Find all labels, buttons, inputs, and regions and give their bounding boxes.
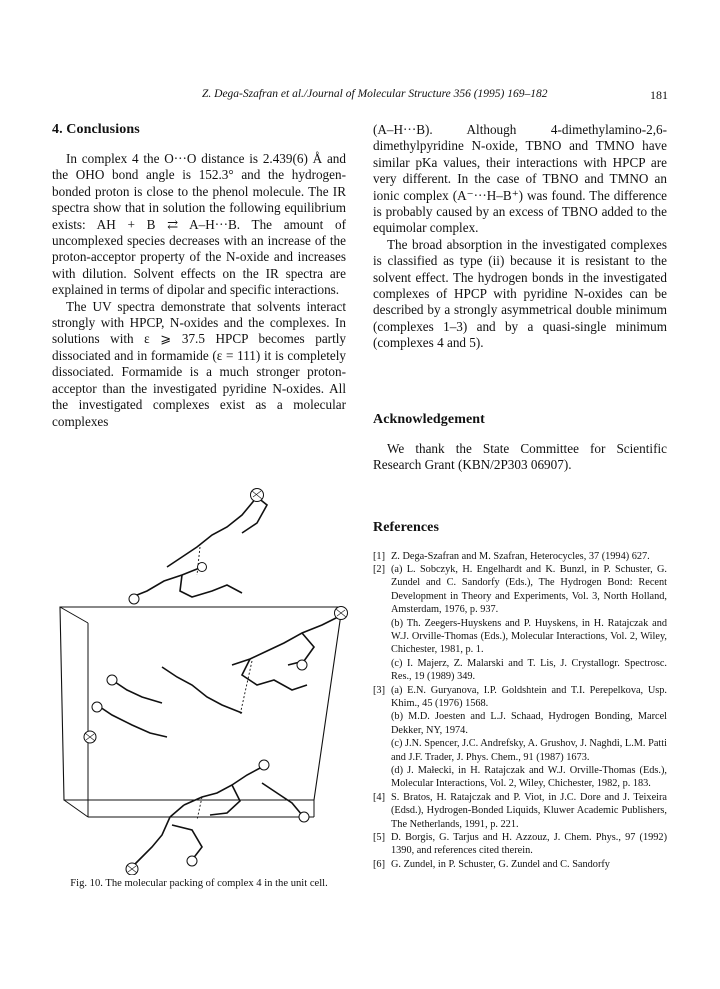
reference-line: (b) Th. Zeegers-Huyskens and P. Huyskens, in H. Ratajczak and W.J. Orville-Thomas (Eds.), Molecular Interactions, Vol. 2, Wiley, Chichester, 1981, p. 1. bbox=[391, 617, 667, 656]
reference-line: (a) L. Sobczyk, H. Engelhardt and K. Bunzl, in P. Schuster, G. Zundel and C. Sandorfy (Eds.), The Hydrogen Bond: Recent Development in Theory and Experiments, Vol. 3, North Holland, Amsterdam, 1976, p. 937. bbox=[391, 563, 667, 616]
reference-line: Z. Dega-Szafran and M. Szafran, Heterocycles, 37 (1994) 627. bbox=[391, 550, 650, 562]
references-heading: References bbox=[373, 519, 440, 535]
unit-cell-outline bbox=[60, 607, 342, 800]
running-head: Z. Dega-Szafran et al./Journal of Molecular Structure 356 (1995) 169–182 bbox=[202, 88, 548, 100]
acknowledgement-heading: Acknowledgement bbox=[373, 411, 485, 427]
running-header bbox=[52, 88, 668, 106]
right-column bbox=[373, 122, 667, 871]
reference-number: [3] bbox=[373, 684, 386, 696]
reference-number: [1] bbox=[373, 550, 386, 562]
reference-number: [4] bbox=[373, 791, 386, 803]
cell-edge bbox=[60, 607, 88, 623]
conclusions-paragraph-3: (A–H···B). Although 4-dimethylamino-2,6-dimethylpyridine N-oxide, TBNO and TMNO have similar pKa values, their interactions with HPCP are very different. In the case of TBNO and TMNO an ionic complex (A⁻···H–B⁺) was found. The difference is probably caused by an excess of TBNO added to the equimolar complex. bbox=[373, 122, 667, 236]
acknowledgement-text: We thank the State Committee for Scientific Research Grant (KBN/2P303 06907). bbox=[373, 440, 667, 473]
reference-line: (c) J.N. Spencer, J.C. Andrefsky, A. Grushov, J. Naghdi, L.M. Patti and J.F. Trader, J. Phys. Chem., 91 (1987) 1673. bbox=[391, 738, 667, 763]
reference-number: [6] bbox=[373, 858, 386, 870]
reference-item bbox=[373, 791, 667, 831]
hydrogen-bond-lines bbox=[197, 547, 252, 820]
reference-text bbox=[391, 684, 667, 791]
reference-line: (b) M.D. Joesten and L.J. Schaad, Hydrogen Bonding, Marcel Dekker, NY, 1974. bbox=[391, 711, 667, 736]
left-column bbox=[52, 122, 346, 430]
reference-number: [2] bbox=[373, 563, 386, 575]
reference-text bbox=[391, 563, 667, 684]
reference-line: G. Zundel, in P. Schuster, G. Zundel and C. Sandorfy bbox=[391, 858, 610, 870]
reference-list bbox=[373, 550, 667, 872]
reference-item bbox=[373, 550, 667, 563]
reference-text bbox=[391, 550, 667, 563]
unit-cell-drawing bbox=[52, 475, 350, 875]
conclusions-paragraph-2: The UV spectra demonstrate that solvents interact strongly with HPCP, N-oxides and the complexes. In solutions with ε ⩾ 37.5 HPCP becomes partly dissociated and in formamide (ε = 111) it is completely dissociated. Formamide is a much stronger proton-acceptor than the investigated pyridine N-oxides. All the investigated complexes exist as a molecular complexes bbox=[52, 298, 346, 429]
figure-caption: Fig. 10. The molecular packing of complex 4 in the unit cell. bbox=[70, 878, 328, 889]
page-number: 181 bbox=[650, 88, 668, 102]
reference-line: (d) J. Małecki, in H. Ratajczak and W.J. Orville-Thomas (Eds.), Molecular Interactions, Vol. 2, Wiley, Chichester, 1982, p. 183. bbox=[391, 765, 667, 790]
reference-number: [5] bbox=[373, 832, 386, 844]
molecular-packing-figure bbox=[52, 475, 350, 875]
reference-text bbox=[391, 858, 667, 871]
molecule-skeletons bbox=[97, 497, 342, 867]
conclusions-paragraph-1: In complex 4 the O···O distance is 2.439(6) Å and the OHO bond angle is 152.3° and the hydrogen-bonded proton is close to the phenol molecule. The IR spectra show that in solution the following equilibrium exists: AH + B ⇄ A–H···B. The amount of uncomplexed species decreases with an increase of the proton-acceptor property of the N-oxide and increases with dilution. Solvent effects on the IR spectra are explained in terms of dipolar and specific interactions. bbox=[52, 151, 346, 298]
conclusions-paragraph-4: The broad absorption in the investigated complexes is classified as type (ii) because it is resistant to the solvent effect. The hydrogen bonds in the investigated complexes of HPCP with pyridine N-oxides can be described by a strongly asymmetrical double minimum (complexes 1–3) and by a quasi-single minimum (complexes 4 and 5). bbox=[373, 236, 667, 351]
reference-line: (c) I. Majerz, Z. Malarski and T. Lis, J. Crystallogr. Spectrosc. Res., 19 (1989) 349. bbox=[391, 657, 667, 683]
reference-line: S. Bratos, H. Ratajczak and P. Viot, in J.C. Dore and J. Teixeira (Edsd.), Hydrogen-Bonded Liquids, Kluwer Academic Publishers, The Netherlands, 1991, p. 221. bbox=[391, 791, 667, 830]
reference-item bbox=[373, 858, 667, 871]
conclusions-heading: 4. Conclusions bbox=[52, 122, 140, 137]
reference-line: (a) E.N. Guryanova, I.P. Goldshtein and T.I. Perepelkova, Usp. Khim., 45 (1976) 1568. bbox=[391, 684, 667, 709]
reference-text bbox=[391, 791, 667, 831]
cell-edge bbox=[64, 800, 88, 817]
reference-item bbox=[373, 684, 667, 791]
reference-item bbox=[373, 831, 667, 858]
reference-item bbox=[373, 563, 667, 684]
reference-line: D. Borgis, G. Tarjus and H. Azzouz, J. Chem. Phys., 97 (1992) 1390, and references cited therein. bbox=[391, 832, 667, 857]
reference-text bbox=[391, 831, 667, 858]
